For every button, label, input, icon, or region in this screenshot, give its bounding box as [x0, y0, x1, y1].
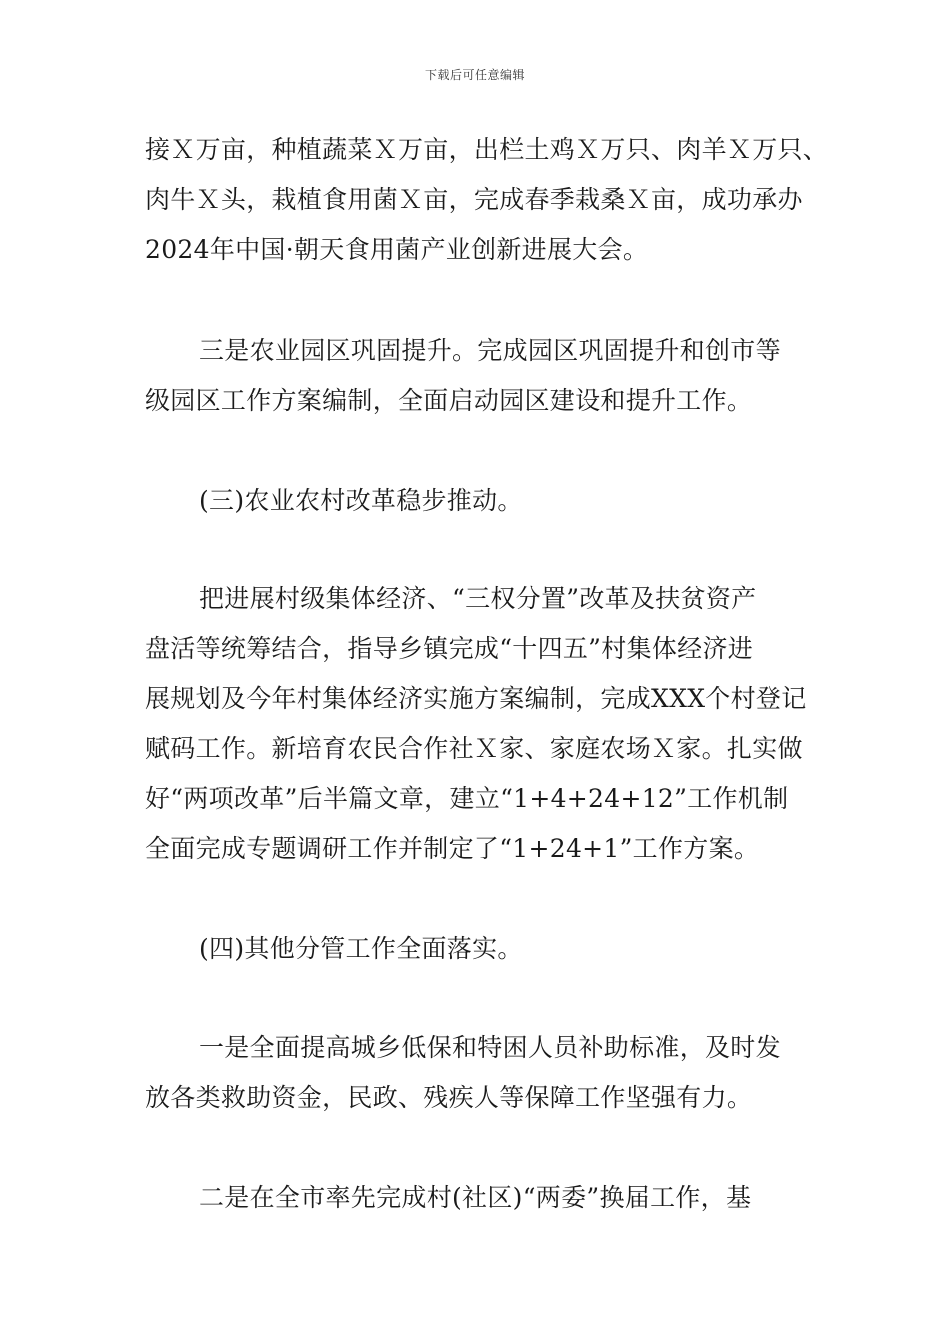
body-line: 全面完成专题调研工作并制定了“1+24+1”工作方案。	[145, 834, 760, 863]
body-line: 盘活等统筹结合，指导乡镇完成“十四五”村集体经济进	[145, 634, 754, 663]
body-line: 好“两项改革”后半篇文章，建立“1+4+24+12”工作机制	[145, 784, 789, 813]
body-line: 赋码工作。新培育农民合作社Ｘ家、家庭农场Ｘ家。扎实做	[145, 734, 803, 763]
body-line: 肉牛Ｘ头，栽植食用菌Ｘ亩，完成春季栽桑Ｘ亩，成功承办	[145, 185, 803, 214]
body-line: 三是农业园区巩固提升。完成园区巩固提升和创市等	[199, 336, 781, 365]
body-line: 级园区工作方案编制，全面启动园区建设和提升工作。	[145, 386, 753, 415]
section-heading: (三)农业农村改革稳步推动。	[199, 486, 523, 515]
body-line: 接Ｘ万亩，种植蔬菜Ｘ万亩，出栏土鸡Ｘ万只、肉羊Ｘ万只、	[145, 135, 829, 164]
body-line: 二是在全市率先完成村(社区)“两委”换届工作，基	[199, 1183, 752, 1212]
section-heading: (四)其他分管工作全面落实。	[199, 934, 523, 963]
body-line: 展规划及今年村集体经济实施方案编制，完成XXX个村登记	[145, 684, 807, 713]
body-line: 2024年中国·朝天食用菌产业创新进展大会。	[145, 235, 649, 264]
body-line: 放各类救助资金，民政、残疾人等保障工作坚强有力。	[145, 1083, 753, 1112]
header-note: 下载后可任意编辑	[424, 68, 525, 82]
body-line: 一是全面提高城乡低保和特困人员补助标准，及时发	[199, 1033, 781, 1062]
body-line: 把进展村级集体经济、“三权分置”改革及扶贫资产	[199, 584, 757, 613]
